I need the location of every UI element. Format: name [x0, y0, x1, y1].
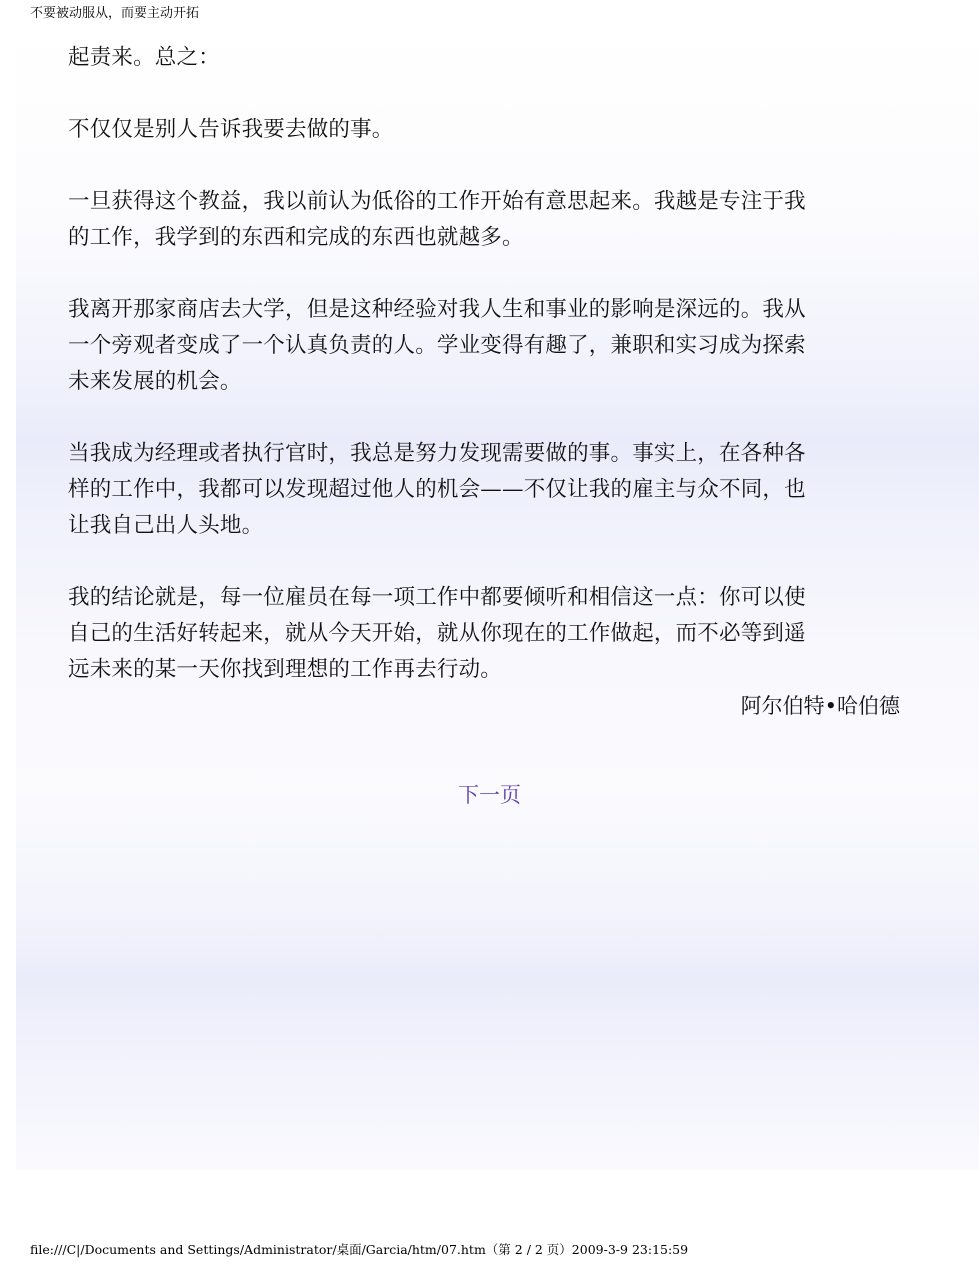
print-footer-path: file:///C|/Documents and Settings/Administrator/桌面/Garcia/htm/07.htm（第 2 / 2 页）2009-3-9 23:15:59 — [30, 1242, 689, 1257]
paragraph-line: 自己的生活好转起来，就从今天开始，就从你现在的工作做起，而不必等到遥 — [68, 621, 806, 646]
paragraph-line: 不仅仅是别人告诉我要去做的事。 — [68, 117, 394, 142]
paragraph-line: 一旦获得这个教益，我以前认为低俗的工作开始有意思起来。我越是专注于我 — [68, 189, 806, 214]
paragraph-3 — [68, 184, 888, 256]
paragraph-line: 起责来。总之： — [68, 45, 220, 70]
paragraph-line: 我离开那家商店去大学，但是这种经验对我人生和事业的影响是深远的。我从 — [68, 297, 806, 322]
paragraph-2 — [68, 112, 888, 148]
paragraph-6 — [68, 580, 888, 688]
paragraph-gap — [68, 256, 888, 292]
paragraph-line: 未来发展的机会。 — [68, 369, 242, 394]
paragraph-line: 的工作，我学到的东西和完成的东西也就越多。 — [68, 225, 524, 250]
article-body — [68, 40, 888, 688]
paragraph-line: 远未来的某一天你找到理想的工作再去行动。 — [68, 657, 503, 682]
paragraph-4 — [68, 292, 888, 400]
paragraph-5 — [68, 436, 888, 544]
paragraph-gap — [68, 76, 888, 112]
paragraph-line: 样的工作中，我都可以发现超过他人的机会——不仅让我的雇主与众不同，也 — [68, 477, 806, 502]
paragraph-1 — [68, 40, 888, 76]
paragraph-gap — [68, 148, 888, 184]
paragraph-gap — [68, 400, 888, 436]
paragraph-line: 我的结论就是，每一位雇员在每一项工作中都要倾听和相信这一点：你可以使 — [68, 585, 806, 610]
page-header-title: 不要被动服从，而要主动开拓 — [30, 6, 200, 21]
paragraph-line: 一个旁观者变成了一个认真负责的人。学业变得有趣了，兼职和实习成为探索 — [68, 333, 806, 358]
paragraph-gap — [68, 544, 888, 580]
author-signature: 阿尔伯特•哈伯德 — [740, 694, 900, 718]
paragraph-line: 让我自己出人头地。 — [68, 513, 264, 538]
paragraph-line: 当我成为经理或者执行官时，我总是努力发现需要做的事。事实上，在各种各 — [68, 441, 806, 466]
next-page-link[interactable]: 下一页 — [458, 783, 521, 807]
